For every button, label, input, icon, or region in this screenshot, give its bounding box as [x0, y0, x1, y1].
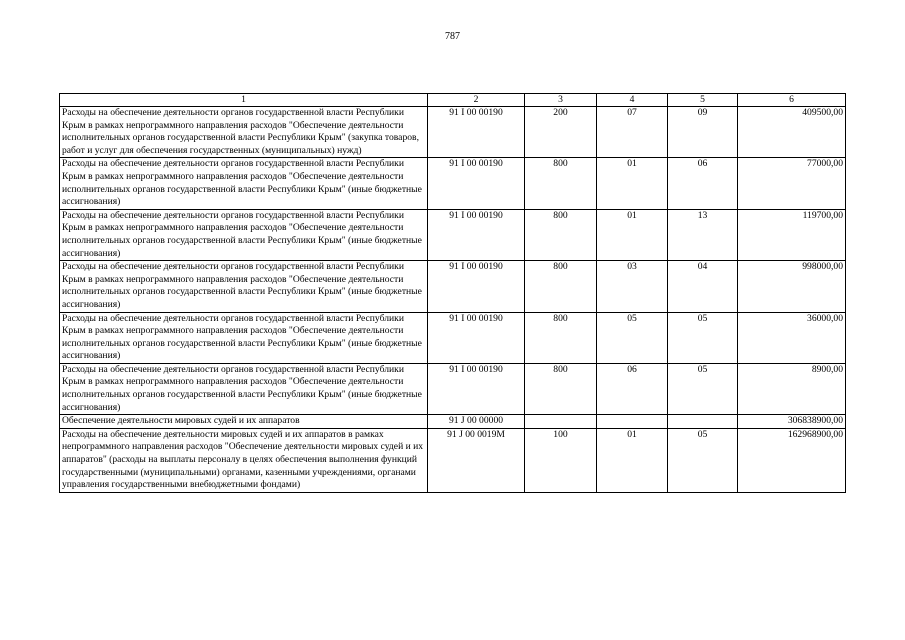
expense-type-cell: 800 [525, 312, 597, 363]
table-row [60, 158, 846, 209]
expense-type-cell: 800 [525, 158, 597, 209]
target-code-cell: 91 I 00 00190 [428, 261, 525, 312]
description-cell: Расходы на обеспечение деятельности органов государственной власти Республики Крым в рамках непрограммного направления расходов "Обеспечение деятельности исполнительных органов государственной власти Республики Крым" (иные бюджетные ассигнования) [60, 158, 428, 209]
description-cell: Расходы на обеспечение деятельности мировых судей и их аппаратов в рамках непрограммного направления расходов "Обеспечение деятельности мировых судей и их аппаратов" (расходы на выплаты персоналу в целях обеспечения выполнения функций государственными (муниципальными) органами, казенными учреждениями, органами управления государственными внебюджетными фондами) [60, 428, 428, 492]
description-cell: Расходы на обеспечение деятельности органов государственной власти Республики Крым в рамках непрограммного направления расходов "Обеспечение деятельности исполнительных органов государственной власти Республики Крым" (иные бюджетные ассигнования) [60, 312, 428, 363]
target-code-cell: 91 J 00 00000 [428, 415, 525, 429]
expense-type-cell [525, 415, 597, 429]
description-cell: Расходы на обеспечение деятельности органов государственной власти Республики Крым в рамках непрограммного направления расходов "Обеспечение деятельности исполнительных органов государственной власти Республики Крым" (иные бюджетные ассигнования) [60, 209, 428, 260]
subsection-cell: 05 [668, 312, 738, 363]
description-cell: Расходы на обеспечение деятельности органов государственной власти Республики Крым в рамках непрограммного направления расходов "Обеспечение деятельности исполнительных органов государственной власти Республики Крым" (иные бюджетные ассигнования) [60, 261, 428, 312]
subsection-cell: 06 [668, 158, 738, 209]
table-row [60, 363, 846, 414]
table-row [60, 209, 846, 260]
table-row [60, 428, 846, 492]
expense-type-cell: 100 [525, 428, 597, 492]
subsection-cell: 09 [668, 107, 738, 158]
header-cell: 2 [428, 94, 525, 107]
description-cell: Расходы на обеспечение деятельности органов государственной власти Республики Крым в рамках непрограммного направления расходов "Обеспечение деятельности исполнительных органов государственной власти Республики Крым" (закупка товаров, работ и услуг для обеспечения государственных (муниципальных) нужд) [60, 107, 428, 158]
target-code-cell: 91 I 00 00190 [428, 312, 525, 363]
header-cell: 3 [525, 94, 597, 107]
header-cell: 4 [597, 94, 668, 107]
amount-cell: 119700,00 [738, 209, 846, 260]
table-row [60, 261, 846, 312]
table-row [60, 312, 846, 363]
section-cell: 01 [597, 428, 668, 492]
amount-cell: 306838900,00 [738, 415, 846, 429]
section-cell: 07 [597, 107, 668, 158]
description-cell: Обеспечение деятельности мировых судей и их аппаратов [60, 415, 428, 429]
target-code-cell: 91 I 00 00190 [428, 209, 525, 260]
expense-type-cell: 200 [525, 107, 597, 158]
amount-cell: 36000,00 [738, 312, 846, 363]
amount-cell: 409500,00 [738, 107, 846, 158]
subsection-cell: 04 [668, 261, 738, 312]
amount-cell: 77000,00 [738, 158, 846, 209]
target-code-cell: 91 J 00 0019M [428, 428, 525, 492]
section-cell: 06 [597, 363, 668, 414]
amount-cell: 8900,00 [738, 363, 846, 414]
subsection-cell: 13 [668, 209, 738, 260]
description-cell: Расходы на обеспечение деятельности органов государственной власти Республики Крым в рамках непрограммного направления расходов "Обеспечение деятельности исполнительных органов государственной власти Республики Крым" (иные бюджетные ассигнования) [60, 363, 428, 414]
amount-cell: 162968900,00 [738, 428, 846, 492]
target-code-cell: 91 I 00 00190 [428, 363, 525, 414]
section-cell: 01 [597, 158, 668, 209]
budget-table [59, 93, 846, 493]
page-number: 787 [445, 31, 460, 42]
header-cell: 6 [738, 94, 846, 107]
subsection-cell: 05 [668, 428, 738, 492]
subsection-cell: 05 [668, 363, 738, 414]
header-cell: 5 [668, 94, 738, 107]
section-cell [597, 415, 668, 429]
header-row [60, 94, 846, 107]
expense-type-cell: 800 [525, 209, 597, 260]
header-cell: 1 [60, 94, 428, 107]
target-code-cell: 91 I 00 00190 [428, 158, 525, 209]
expense-type-cell: 800 [525, 363, 597, 414]
target-code-cell: 91 I 00 00190 [428, 107, 525, 158]
expense-type-cell: 800 [525, 261, 597, 312]
section-cell: 01 [597, 209, 668, 260]
section-cell: 03 [597, 261, 668, 312]
table-row [60, 415, 846, 429]
subsection-cell [668, 415, 738, 429]
table-row [60, 107, 846, 158]
section-cell: 05 [597, 312, 668, 363]
amount-cell: 998000,00 [738, 261, 846, 312]
